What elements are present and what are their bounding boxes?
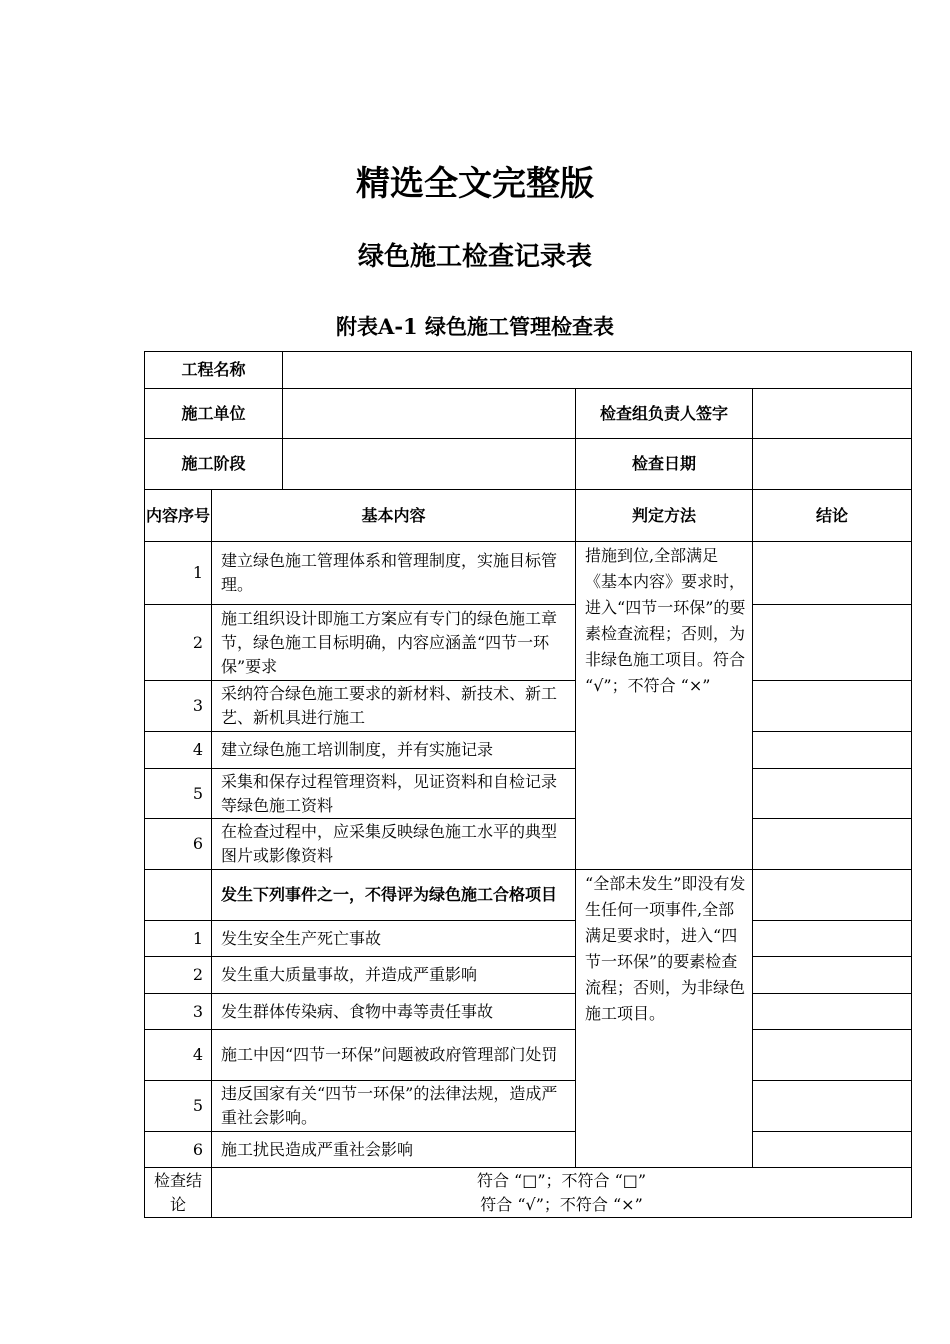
item-content: 建立绿色施工培训制度，并有实施记录 (212, 732, 576, 769)
conclusion-cell[interactable] (753, 819, 912, 870)
check-conclusion-label: 检查结论 (145, 1168, 212, 1218)
item-number (145, 870, 212, 921)
judgement-method-1: 措施到位,全部满足《基本内容》要求时，进入“四节一环保”的要素检查流程；否则，为非绿色施工项目。符合 “√”；不符合 “×” (576, 542, 753, 870)
conclusion-line-2: 符合 “√”；不符合 “×” (480, 1194, 643, 1214)
item-content: 发生重大质量事故，并造成严重影响 (212, 957, 576, 994)
table-row (145, 957, 912, 994)
item-number: 1 (145, 542, 212, 605)
conclusion-cell[interactable] (753, 1132, 912, 1168)
construction-stage-label: 施工阶段 (145, 439, 283, 490)
conclusion-cell[interactable] (753, 1030, 912, 1081)
conclusion-line-1: 符合 “□”；不符合 “□” (476, 1170, 647, 1190)
conclusion-cell[interactable] (753, 994, 912, 1030)
item-content: 在检查过程中，应采集反映绿色施工水平的典型图片或影像资料 (212, 819, 576, 870)
table-row (145, 1132, 912, 1168)
conclusion-cell[interactable] (753, 732, 912, 769)
item-content: 采集和保存过程管理资料，见证资料和自检记录等绿色施工资料 (212, 769, 576, 819)
conclusion-cell[interactable] (753, 957, 912, 994)
table-row (145, 681, 912, 732)
item-number: 4 (145, 732, 212, 769)
item-content: 发生安全生产死亡事故 (212, 921, 576, 957)
column-header-content: 基本内容 (212, 490, 576, 542)
item-content: 违反国家有关“四节一环保”的法律法规，造成严重社会影响。 (212, 1081, 576, 1132)
section-heading: 发生下列事件之一，不得评为绿色施工合格项目 (212, 870, 576, 921)
signature-label: 检查组负责人签字 (576, 389, 753, 439)
check-conclusion-value[interactable] (212, 1168, 912, 1218)
item-number: 5 (145, 1081, 212, 1132)
table-row (145, 732, 912, 769)
item-number: 2 (145, 605, 212, 681)
item-content: 施工组织设计即施工方案应有专门的绿色施工章节，绿色施工目标明确，内容应涵盖“四节一环保”要求 (212, 605, 576, 681)
table-row (145, 542, 912, 605)
item-content: 施工中因“四节一环保”问题被政府管理部门处罚 (212, 1030, 576, 1081)
item-number: 3 (145, 681, 212, 732)
item-content: 发生群体传染病、食物中毒等责任事故 (212, 994, 576, 1030)
item-number: 5 (145, 769, 212, 819)
conclusion-cell[interactable] (753, 1081, 912, 1132)
table-row (145, 870, 912, 921)
document-main-title: 精选全文完整版 (356, 164, 594, 204)
item-content: 采纳符合绿色施工要求的新材料、新技术、新工艺、新机具进行施工 (212, 681, 576, 732)
table-row (145, 605, 912, 681)
column-header-seq: 内容序号 (145, 490, 212, 542)
conclusion-cell[interactable] (753, 542, 912, 605)
green-construction-check-table (144, 351, 912, 1218)
construction-unit-field[interactable] (283, 389, 576, 439)
item-number: 1 (145, 921, 212, 957)
item-number: 3 (145, 994, 212, 1030)
check-date-label: 检查日期 (576, 439, 753, 490)
table-row (145, 769, 912, 819)
conclusion-cell[interactable] (753, 605, 912, 681)
item-number: 6 (145, 1132, 212, 1168)
document-subtitle: 绿色施工检查记录表 (357, 242, 592, 272)
item-number: 4 (145, 1030, 212, 1081)
table-row (145, 1081, 912, 1132)
column-header-method: 判定方法 (576, 490, 753, 542)
table-row (145, 994, 912, 1030)
conclusion-cell[interactable] (753, 921, 912, 957)
construction-stage-field[interactable] (283, 439, 576, 490)
column-header-conclusion: 结论 (753, 490, 912, 542)
conclusion-cell[interactable] (753, 681, 912, 732)
judgement-method-2: “全部未发生”即没有发生任何一项事件,全部满足要求时，进入“四节一环保”的要素检查流程；否则，为非绿色施工项目。 (576, 870, 753, 1168)
project-name-label: 工程名称 (145, 352, 283, 389)
signature-field[interactable] (753, 389, 912, 439)
table-title: 附表A-1 绿色施工管理检查表 (336, 314, 614, 339)
item-content: 建立绿色施工管理体系和管理制度，实施目标管理。 (212, 542, 576, 605)
check-date-field[interactable] (753, 439, 912, 490)
table-row (145, 1030, 912, 1081)
conclusion-cell[interactable] (753, 769, 912, 819)
project-name-field[interactable] (283, 352, 912, 389)
item-number: 2 (145, 957, 212, 994)
conclusion-cell[interactable] (753, 870, 912, 921)
table-row (145, 921, 912, 957)
table-row (145, 1168, 912, 1218)
item-content: 施工扰民造成严重社会影响 (212, 1132, 576, 1168)
construction-unit-label: 施工单位 (145, 389, 283, 439)
item-number: 6 (145, 819, 212, 870)
table-row (145, 819, 912, 870)
